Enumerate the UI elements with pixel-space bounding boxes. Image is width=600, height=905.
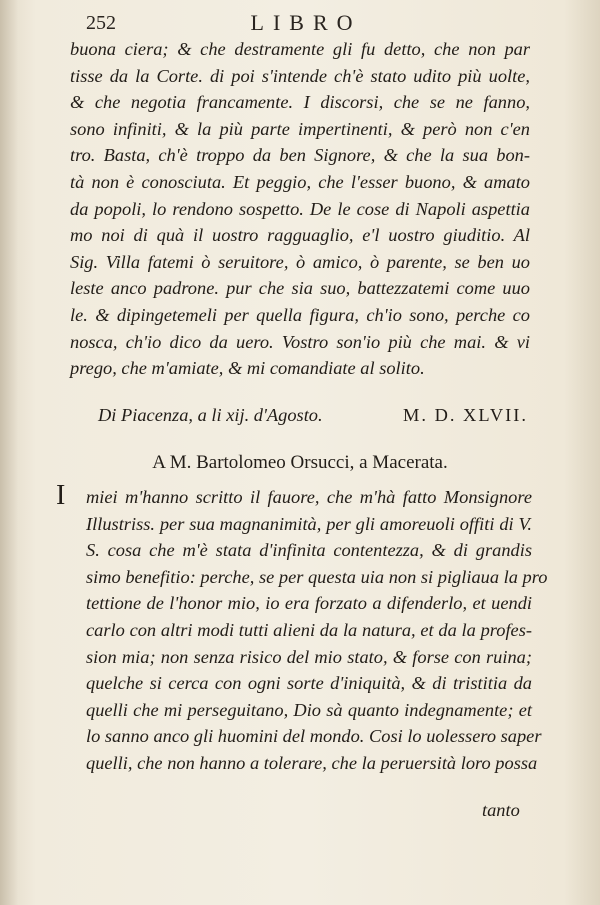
text-line: tettione de l'honor mio, io era forzato a difenderlo, et uendi: [86, 593, 532, 614]
text-line: Illustriss. per sua magnanimità, per gli amoreuoli offiti di V.: [86, 513, 532, 534]
text-line: & che negotia francamente. I discorsi, che se ne fanno,: [70, 92, 530, 113]
text-line: quelli che mi perseguitano, Dio sà quanto indegnamente; et: [86, 699, 532, 720]
text-line: tisse da la Corte. di poi s'intende ch'è stato udito più uolte,: [70, 65, 530, 86]
text-line: quelli, che non hanno a tolerare, che la peruersità loro possa: [86, 752, 538, 773]
closing-place: Di Piacenza, a li xij. d'Agosto.: [98, 405, 323, 425]
initial-letter: I: [56, 480, 66, 511]
text-line: sono infiniti, & la più parte impertinenti, & però non c'en: [70, 118, 530, 139]
text-line: tà non è conosciuta. Et peggio, che l'esser buono, & amato: [70, 171, 530, 192]
text-line: mo noi di quà il uostro ragguaglio, e'l uostro giuditio. Al: [70, 225, 530, 246]
catchword: tanto: [482, 800, 520, 820]
letter-heading: A M. Bartolomeo Orsucci, a Macerata.: [152, 452, 448, 473]
second-letter-body: [86, 484, 548, 777]
text-line: buona ciera; & che destramente gli fu detto, che non par: [70, 39, 530, 59]
text-line: le. & dipingetemeli per quella figura, ch'io sono, perche co: [70, 304, 530, 325]
running-title: LIBRO: [250, 10, 362, 35]
text-line: sion mia; non senza risico del mio stato, & forse con ruina;: [86, 646, 532, 667]
closing-line: [98, 400, 528, 430]
text-line: simo benefitio: perche, se per questa uia non si pigliaua la pro: [86, 566, 548, 587]
text-line: da popoli, lo rendono sospetto. De le cose di Napoli aspettia: [70, 198, 530, 219]
text-line: prego, che m'amiate, & mi comandiate al solito.: [70, 358, 425, 379]
text-line: tro. Basta, ch'è troppo da ben Signore, & che la sua bon-: [70, 145, 530, 166]
text-line: leste anco padrone. pur che sia suo, battezzatemi come uuo: [70, 278, 530, 299]
text-line: Sig. Villa fatemi ò seruitore, ò amico, ò parente, se ben uo: [70, 251, 530, 272]
page-number: 252: [86, 12, 116, 34]
first-letter-body: [70, 36, 530, 382]
closing-date: M. D. XLVII.: [403, 405, 528, 425]
text-line: nosca, ch'io dico da uero. Vostro son'io più che mai. & vi: [70, 331, 530, 352]
text-line: carlo con altri modi tutti alieni da la natura, et da la profes-: [86, 619, 532, 640]
text-line: quelche si cerca con ogni sorte d'iniquità, & di tristitia da: [86, 673, 532, 694]
text-line: S. cosa che m'è stata d'infinita contentezza, & di grandis: [86, 540, 532, 561]
text-line: lo sanno anco gli huomini del mondo. Cosi lo uolessero saper: [86, 726, 542, 747]
text-line: miei m'hanno scritto il fauore, che m'hà fatto Monsignore: [86, 487, 532, 507]
